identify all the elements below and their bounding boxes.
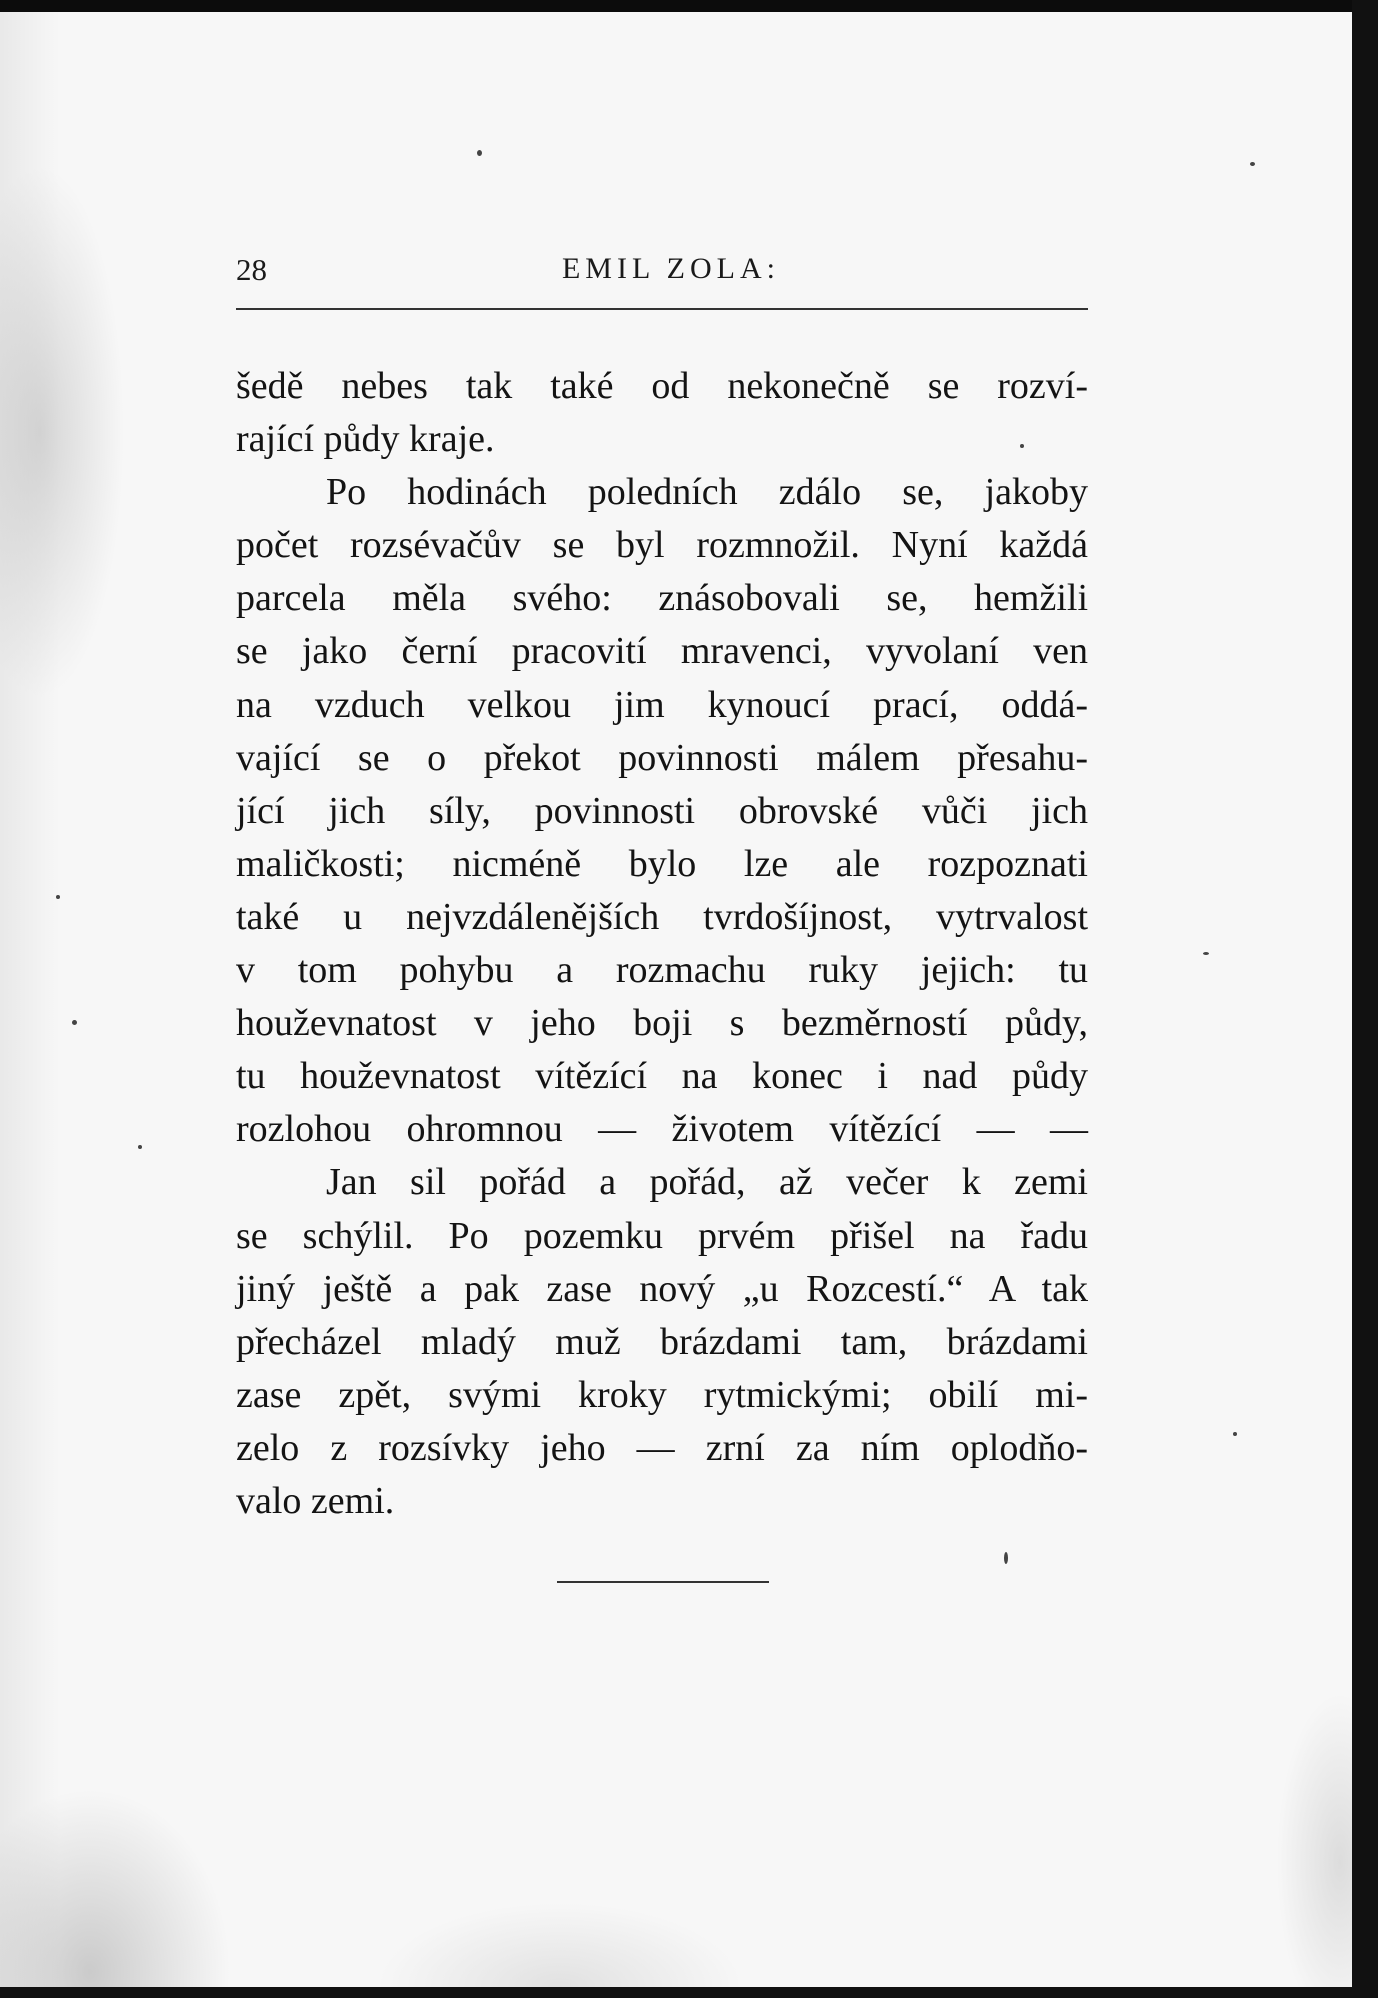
text-line: jiný ještě a pak zase nový „u Rozcestí.“ A tak (236, 1267, 1088, 1310)
text-line: rající půdy kraje. (236, 418, 495, 461)
header-rule (236, 308, 1088, 310)
text-line: vající se o překot povinnosti málem přesahu- (236, 736, 1088, 779)
dust-speck (477, 150, 482, 156)
chapter-end-rule (557, 1581, 769, 1583)
text-line: se schýlil. Po pozemku prvém přišel na řadu (236, 1214, 1088, 1257)
text-line: na vzduch velkou jim kynoucí prací, oddá- (236, 683, 1088, 726)
scan-edge-bottom (0, 1987, 1378, 1998)
dust-speck (1203, 952, 1209, 955)
text-line: také u nejvzdálenějších tvrdošíjnost, vytrvalost (236, 895, 1088, 938)
text-line: valo zemi. (236, 1479, 395, 1522)
text-line: parcela měla svého: znásobovali se, hemžili (236, 577, 1088, 620)
dust-speck (1004, 1552, 1008, 1564)
dust-speck (1020, 444, 1024, 448)
text-line: Jan sil pořád a pořád, až večer k zemi (326, 1161, 1088, 1204)
text-line: tu houževnatost vítězící na konec i nad půdy (236, 1055, 1088, 1098)
text-line: Po hodinách poledních zdálo se, jakoby (326, 471, 1088, 514)
text-line: rozlohou ohromnou — životem vítězící — — (236, 1108, 1088, 1151)
book-page (0, 12, 1352, 1987)
scan-edge-right (1352, 0, 1378, 1998)
text-line: šedě nebes tak také od nekonečně se rozví- (236, 365, 1088, 407)
page-number: 28 (236, 252, 267, 287)
text-line: zelo z rozsívky jeho — zrní za ním oplodňo- (236, 1426, 1088, 1469)
dust-speck (1233, 1432, 1237, 1436)
text-line: v tom pohybu a rozmachu ruky jejich: tu (236, 949, 1088, 992)
text-line: zase zpět, svými kroky rytmickými; obilí mi- (236, 1373, 1088, 1416)
text-line: přecházel mladý muž brázdami tam, brázdami (236, 1320, 1088, 1363)
page-header (236, 252, 1088, 292)
text-line: houževnatost v jeho boji s bezměrností půdy, (236, 1002, 1088, 1045)
text-line: maličkosti; nicméně bylo lze ale rozpoznati (236, 842, 1088, 885)
text-line: počet rozsévačův se byl rozmnožil. Nyní každá (236, 524, 1088, 567)
text-line: se jako černí pracovití mravenci, vyvolaní ven (236, 630, 1088, 673)
text-line: jící jich síly, povinnosti obrovské vůči jich (236, 789, 1088, 832)
dust-speck (56, 895, 60, 899)
dust-speck (138, 1145, 142, 1149)
running-title: EMIL ZOLA: (561, 252, 781, 285)
dust-speck (1250, 162, 1255, 166)
body-text (236, 360, 1088, 1528)
dust-speck (72, 1020, 77, 1025)
